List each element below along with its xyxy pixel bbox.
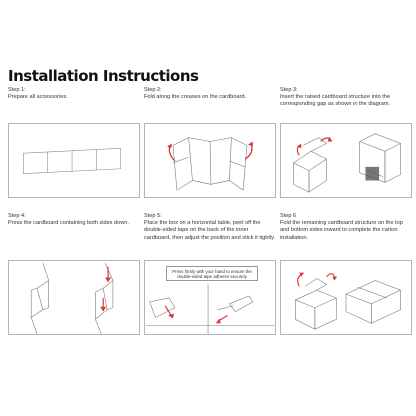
inserting-structure-drawing: [281, 124, 411, 197]
step-2-text: [144, 87, 276, 101]
step-5-label: Step 5:: [144, 213, 162, 219]
step-5-text: [144, 213, 276, 242]
press-sides-drawing: [9, 261, 139, 334]
step-3-label: Step 3:: [280, 87, 298, 93]
step-5-description: Place the box on a horizontal table, peel off the double-sided tape on the back of the inner cardboard, then adjust the position and stick it tightly.: [144, 220, 276, 241]
step-6-text: [280, 213, 412, 242]
flat-cardboard-drawing: [9, 124, 139, 197]
step-2-description: Fold along the creases on the cardboard.: [144, 94, 246, 101]
page-title: Installation Instructions: [8, 67, 199, 85]
step-6-description: Fold the remaining cardboard structure on the top and bottom sides inward to complete the carton installation.: [280, 220, 403, 241]
folding-cardboard-drawing: [145, 124, 275, 197]
step-4-illustration: [8, 260, 140, 335]
step-6-label: Step 6: [280, 213, 297, 219]
step-2-illustration: [144, 123, 276, 198]
step-1-description: Prepare all accessories.: [8, 94, 68, 101]
step-3-text: [280, 87, 412, 109]
step-2-label: Step 2:: [144, 87, 162, 93]
step-6-illustration: [280, 260, 412, 335]
step-1-label: Step 1:: [8, 87, 26, 93]
step-4-label: Step 4:: [8, 213, 26, 219]
finished-carton-drawing: [281, 261, 411, 334]
step-4-description: Press the cardboard containing both sides down.: [8, 220, 129, 227]
step-3-illustration: [280, 123, 412, 198]
step-1-illustration: [8, 123, 140, 198]
step-4-text: [8, 213, 140, 227]
step-3-description: Insert the raised cardboard structure into the corresponding gap as shown in the diagram.: [280, 94, 391, 108]
step-1-text: [8, 87, 140, 101]
tape-callout: Press firmly with your hand to ensure the double-sided tape adheres securely: [166, 266, 258, 281]
step-5-illustration: [144, 260, 276, 335]
